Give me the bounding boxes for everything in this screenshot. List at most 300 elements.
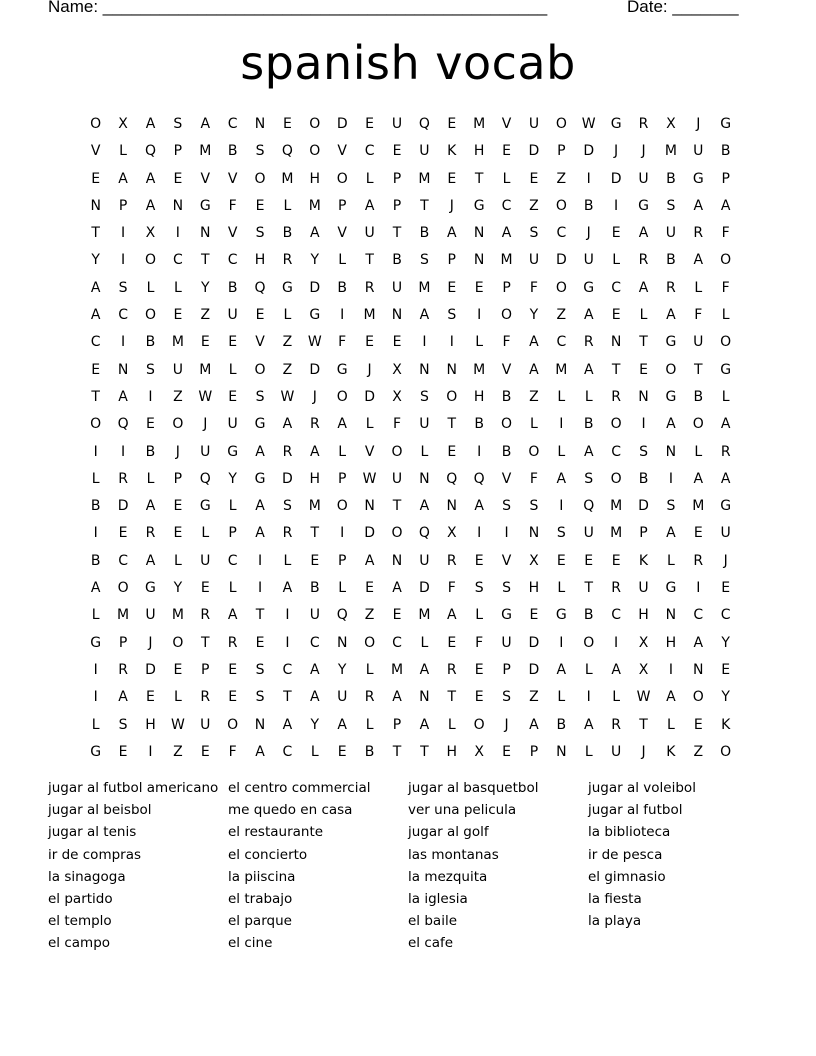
grid-letter: R [446, 661, 457, 678]
grid-letter: A [556, 661, 567, 678]
grid-letter: D [528, 661, 540, 678]
grid-letter: L [146, 279, 155, 296]
grid-letter: R [720, 443, 731, 460]
grid-letter: A [583, 443, 594, 460]
grid-letter: B [310, 580, 320, 597]
grid-letter: J [723, 552, 728, 569]
grid-letter: I [586, 689, 591, 706]
grid-letter: L [146, 470, 155, 487]
grid-letter: D [610, 170, 622, 187]
grid-letter: Z [693, 743, 704, 760]
grid-letter: B [227, 143, 238, 160]
grid-letter: A [310, 225, 320, 242]
grid-letter: S [556, 525, 566, 542]
grid-letter: T [639, 334, 648, 351]
grid-letter: Z [200, 307, 211, 324]
grid-letter: E [228, 661, 238, 678]
word-list-item: el campo [48, 935, 111, 952]
grid-letter: C [392, 634, 402, 651]
grid-letter: N [473, 225, 485, 242]
grid-letter: Z [173, 388, 183, 405]
grid-letter: U [227, 416, 238, 433]
grid-letter: L [283, 307, 292, 324]
grid-letter: A [666, 689, 676, 706]
grid-letter: M [473, 361, 486, 378]
grid-letter: A [337, 416, 347, 433]
grid-letter: N [556, 743, 567, 760]
grid-letter: E [447, 443, 457, 460]
grid-letter: T [694, 361, 703, 378]
grid-letter: J [449, 197, 454, 214]
grid-letter: B [282, 225, 293, 242]
grid-letter: E [146, 689, 155, 706]
grid-letter: P [392, 197, 402, 214]
grid-letter: N [254, 116, 266, 132]
grid-letter: E [474, 689, 484, 706]
grid-letter: C [309, 634, 320, 651]
word-list-item: ir de compras [48, 846, 142, 863]
grid-letter: E [118, 743, 128, 760]
grid-letter: C [227, 116, 238, 132]
grid-letter: O [720, 334, 732, 351]
grid-letter: M [500, 252, 513, 269]
grid-letter: A [282, 416, 293, 433]
word-list-item: jugar al tenis [48, 824, 137, 841]
grid-letter: L [91, 716, 100, 733]
grid-letter: C [611, 443, 621, 460]
grid-letter: F [475, 634, 484, 651]
grid-letter: D [364, 525, 375, 542]
grid-letter: E [611, 307, 621, 324]
grid-letter: T [200, 634, 210, 651]
grid-letter: E [228, 388, 238, 405]
grid-letter: A [364, 197, 375, 214]
grid-letter: B [90, 552, 101, 569]
grid-letter: B [145, 443, 156, 460]
grid-letter: N [473, 252, 485, 269]
grid-letter: L [228, 498, 237, 515]
grid-letter: E [91, 361, 101, 378]
grid-letter: H [528, 580, 540, 597]
grid-letter: U [638, 580, 649, 597]
grid-letter: X [446, 525, 457, 542]
grid-letter: T [200, 252, 210, 269]
grid-letter: A [693, 197, 704, 214]
grid-letter: A [693, 634, 704, 651]
grid-letter: S [666, 197, 676, 214]
grid-letter: I [559, 634, 564, 651]
grid-letter: G [720, 498, 732, 515]
grid-letter: P [173, 470, 183, 487]
grid-letter: U [364, 225, 375, 242]
grid-letter: B [638, 470, 649, 487]
grid-letter: G [199, 498, 211, 515]
grid-letter: C [720, 607, 731, 624]
grid-letter: L [584, 661, 593, 678]
grid-letter: U [391, 279, 403, 296]
grid-letter: L [584, 388, 593, 405]
grid-letter: O [90, 416, 102, 433]
grid-letter: E [310, 552, 320, 569]
grid-letter: R [638, 116, 649, 132]
grid-letter: C [611, 279, 621, 296]
grid-letter: X [392, 361, 402, 378]
grid-letter: H [473, 143, 485, 160]
grid-letter: I [285, 607, 290, 624]
grid-letter: Z [529, 388, 539, 405]
grid-letter: T [420, 743, 429, 760]
grid-letter: A [583, 716, 594, 733]
grid-letter: Q [418, 525, 430, 542]
grid-letter: E [200, 334, 210, 351]
grid-letter: N [391, 307, 403, 324]
grid-letter: N [419, 689, 430, 706]
grid-letter: E [173, 307, 183, 324]
grid-letter: A [666, 307, 676, 324]
grid-letter: N [665, 607, 677, 624]
grid-letter: F [694, 307, 703, 324]
grid-letter: I [148, 388, 153, 405]
grid-letter: L [666, 552, 675, 569]
word-list-item: el parque [228, 913, 292, 930]
grid-letter: I [641, 416, 646, 433]
grid-letter: E [200, 580, 210, 597]
grid-letter: A [200, 116, 211, 132]
grid-letter: O [555, 279, 567, 296]
grid-letter: I [477, 443, 482, 460]
grid-letter: U [309, 607, 320, 624]
grid-letter: O [172, 634, 184, 651]
page-title: spanish vocab [240, 36, 576, 90]
grid-letter: G [501, 607, 512, 624]
grid-letter: T [392, 225, 402, 242]
grid-letter: G [282, 279, 293, 296]
grid-letter: E [365, 334, 375, 351]
grid-letter: N [419, 470, 430, 487]
word-list-item: el cafe [408, 935, 454, 952]
grid-letter: A [474, 498, 484, 515]
grid-letter: L [228, 361, 237, 378]
grid-letter: G [473, 197, 485, 214]
grid-letter: L [173, 279, 182, 296]
grid-letter: D [309, 361, 321, 378]
grid-letter: Z [282, 334, 293, 351]
grid-letter: L [173, 689, 182, 706]
grid-letter: L [420, 443, 429, 460]
grid-letter: H [145, 716, 156, 733]
grid-letter: R [638, 252, 649, 269]
grid-letter: M [555, 361, 568, 378]
grid-letter: S [118, 279, 128, 296]
grid-letter: D [555, 252, 567, 269]
grid-letter: P [529, 743, 539, 760]
grid-letter: L [338, 443, 347, 460]
grid-letter: M [117, 607, 130, 624]
grid-letter: R [583, 334, 594, 351]
grid-letter: R [227, 634, 238, 651]
grid-letter: O [610, 470, 622, 487]
grid-letter: A [529, 716, 539, 733]
grid-letter: A [611, 661, 621, 678]
grid-letter: Q [583, 498, 595, 515]
grid-letter: G [254, 470, 266, 487]
grid-letter: L [530, 416, 538, 433]
grid-letter: C [693, 607, 704, 624]
grid-letter: I [285, 634, 290, 651]
word-list-item: jugar al futbol americano [48, 780, 219, 796]
grid-letter: J [641, 743, 646, 760]
grid-letter: A [419, 498, 430, 515]
grid-letter: Z [556, 170, 567, 187]
grid-letter: J [175, 443, 180, 460]
grid-letter: W [362, 470, 377, 487]
grid-letter: F [228, 197, 237, 214]
word-list-item: la sinagoga [48, 868, 126, 885]
grid-letter: O [336, 170, 348, 187]
grid-letter: O [227, 716, 239, 733]
grid-letter: O [391, 443, 403, 460]
grid-letter: B [583, 416, 594, 433]
grid-letter: M [308, 197, 321, 214]
grid-letter: Y [721, 634, 730, 651]
grid-letter: K [666, 743, 676, 760]
grid-letter: A [310, 661, 320, 678]
grid-letter: O [501, 416, 513, 433]
grid-letter: G [254, 416, 266, 433]
grid-letter: L [557, 443, 566, 460]
grid-letter: U [391, 116, 403, 132]
word-list-item: jugar al golf [408, 824, 489, 841]
grid-letter: L [557, 580, 566, 597]
grid-letter: L [721, 388, 730, 405]
grid-letter: A [255, 743, 265, 760]
grid-letter: R [666, 279, 676, 296]
grid-letter: Y [173, 580, 183, 597]
grid-letter: A [118, 689, 128, 706]
grid-letter: Z [529, 689, 539, 706]
grid-letter: O [254, 170, 266, 187]
grid-letter: R [282, 252, 293, 269]
grid-letter: Q [281, 143, 293, 160]
grid-letter: I [121, 252, 126, 269]
grid-letter: M [171, 334, 184, 351]
grid-letter: O [144, 252, 156, 269]
grid-letter: Y [310, 252, 320, 269]
grid-letter: E [392, 607, 402, 624]
grid-letter: E [529, 607, 539, 624]
grid-letter: A [255, 525, 265, 542]
word-list-item: la iglesia [408, 890, 468, 907]
grid-letter: R [309, 416, 320, 433]
grid-letter: P [392, 170, 402, 187]
word-list-item: el centro commercial [228, 780, 371, 796]
grid-letter: L [91, 470, 100, 487]
grid-letter: E [255, 197, 265, 214]
grid-letter: F [447, 580, 456, 597]
grid-letter: J [148, 634, 153, 651]
grid-letter: I [477, 307, 482, 324]
grid-letter: L [91, 607, 100, 624]
grid-letter: H [254, 252, 266, 269]
grid-letter: E [447, 116, 457, 132]
grid-letter: E [200, 743, 210, 760]
grid-letter: E [337, 743, 347, 760]
grid-letter: V [501, 361, 512, 378]
grid-letter: B [501, 443, 512, 460]
grid-letter: G [90, 743, 102, 760]
grid-letter: D [364, 388, 375, 405]
grid-letter: J [696, 116, 701, 132]
grid-letter: S [255, 689, 265, 706]
grid-letter: P [447, 252, 456, 269]
grid-letter: A [666, 525, 676, 542]
grid-letter: S [146, 361, 155, 378]
grid-letter: A [90, 279, 101, 296]
grid-letter: L [694, 443, 703, 460]
grid-letter: T [91, 388, 100, 405]
grid-letter: X [638, 661, 649, 678]
grid-letter: M [473, 116, 486, 132]
grid-letter: B [90, 498, 101, 515]
word-list-item: jugar al futbol [588, 802, 683, 819]
grid-letter: C [282, 661, 293, 678]
grid-letter: P [201, 661, 210, 678]
grid-letter: A [255, 498, 265, 515]
grid-letter: A [145, 498, 156, 515]
grid-letter: A [446, 607, 457, 624]
grid-letter: E [447, 634, 457, 651]
grid-letter: Z [529, 197, 539, 214]
grid-letter: F [721, 279, 730, 296]
grid-letter: D [638, 498, 649, 515]
grid-letter: D [528, 143, 540, 160]
grid-letter: G [638, 197, 649, 214]
grid-letter: E [529, 170, 539, 187]
grid-letter: M [610, 525, 623, 542]
grid-letter: N [391, 552, 403, 569]
grid-letter: M [418, 170, 431, 187]
grid-letter: A [145, 552, 156, 569]
grid-letter: U [583, 252, 594, 269]
grid-letter: C [227, 252, 238, 269]
grid-letter: F [392, 416, 402, 433]
grid-letter: N [693, 661, 704, 678]
grid-letter: E [255, 634, 265, 651]
grid-letter: R [282, 525, 293, 542]
grid-letter: E [283, 116, 292, 132]
grid-letter: B [419, 225, 430, 242]
grid-letter: U [693, 334, 704, 351]
grid-letter: E [228, 689, 238, 706]
grid-letter: L [228, 580, 237, 597]
header [48, 0, 748, 17]
grid-letter: Z [173, 743, 183, 760]
grid-letter: S [255, 388, 265, 405]
grid-letter: T [310, 525, 320, 542]
grid-letter: A [583, 307, 594, 324]
grid-letter: T [639, 716, 648, 733]
grid-letter: U [610, 743, 622, 760]
grid-letter: C [611, 607, 621, 624]
grid-letter: E [474, 661, 484, 678]
grid-letter: A [337, 716, 347, 733]
grid-letter: P [337, 197, 347, 214]
grid-letter: M [692, 498, 705, 515]
grid-letter: O [720, 252, 732, 269]
word-list-item: el concierto [228, 846, 308, 863]
word-list-item: ir de pesca [588, 846, 663, 863]
grid-letter: S [666, 498, 676, 515]
grid-letter: U [419, 552, 430, 569]
grid-letter: I [175, 225, 180, 242]
grid-letter: L [584, 743, 593, 760]
grid-letter: J [504, 716, 509, 733]
grid-letter: J [203, 416, 208, 433]
grid-letter: O [336, 388, 348, 405]
grid-letter: Y [200, 279, 210, 296]
grid-letter: S [419, 388, 429, 405]
grid-letter: U [693, 143, 704, 160]
grid-letter: R [118, 470, 128, 487]
grid-letter: A [227, 607, 238, 624]
grid-letter: H [665, 634, 677, 651]
grid-letter: A [666, 416, 676, 433]
grid-letter: U [419, 416, 430, 433]
grid-letter: M [308, 498, 321, 515]
grid-letter: R [446, 552, 457, 569]
grid-letter: B [556, 716, 567, 733]
grid-letter: L [612, 252, 621, 269]
grid-letter: V [227, 170, 238, 187]
grid-letter: D [336, 116, 348, 132]
word-list-item: el partido [48, 890, 113, 907]
grid-letter: I [422, 334, 427, 351]
grid-letter: I [340, 307, 345, 324]
grid-letter: L [721, 307, 730, 324]
grid-letter: O [391, 525, 403, 542]
grid-letter: O [117, 580, 129, 597]
grid-letter: N [446, 498, 458, 515]
grid-letter: L [365, 416, 374, 433]
grid-letter: B [720, 143, 731, 160]
grid-letter: E [173, 525, 183, 542]
grid-letter: T [365, 252, 374, 269]
grid-letter: P [639, 525, 648, 542]
grid-letter: E [392, 143, 402, 160]
grid-letter: B [501, 388, 512, 405]
grid-letter: P [173, 143, 183, 160]
grid-letter: C [118, 307, 128, 324]
grid-letter: O [555, 197, 567, 214]
grid-letter: E [447, 279, 457, 296]
grid-letter: V [501, 116, 512, 132]
grid-letter: F [529, 279, 538, 296]
grid-letter: V [255, 334, 265, 351]
grid-letter: E [502, 143, 511, 160]
grid-letter: U [172, 361, 183, 378]
grid-letter: A [310, 443, 320, 460]
grid-letter: C [364, 143, 375, 160]
grid-letter: Z [556, 307, 567, 324]
grid-letter: V [501, 552, 512, 569]
grid-letter: L [612, 689, 621, 706]
grid-letter: J [312, 388, 317, 405]
grid-letter: Y [310, 716, 320, 733]
grid-letter: R [364, 279, 375, 296]
grid-letter: E [146, 416, 155, 433]
grid-letter: L [201, 525, 210, 542]
grid-letter: I [559, 498, 564, 515]
